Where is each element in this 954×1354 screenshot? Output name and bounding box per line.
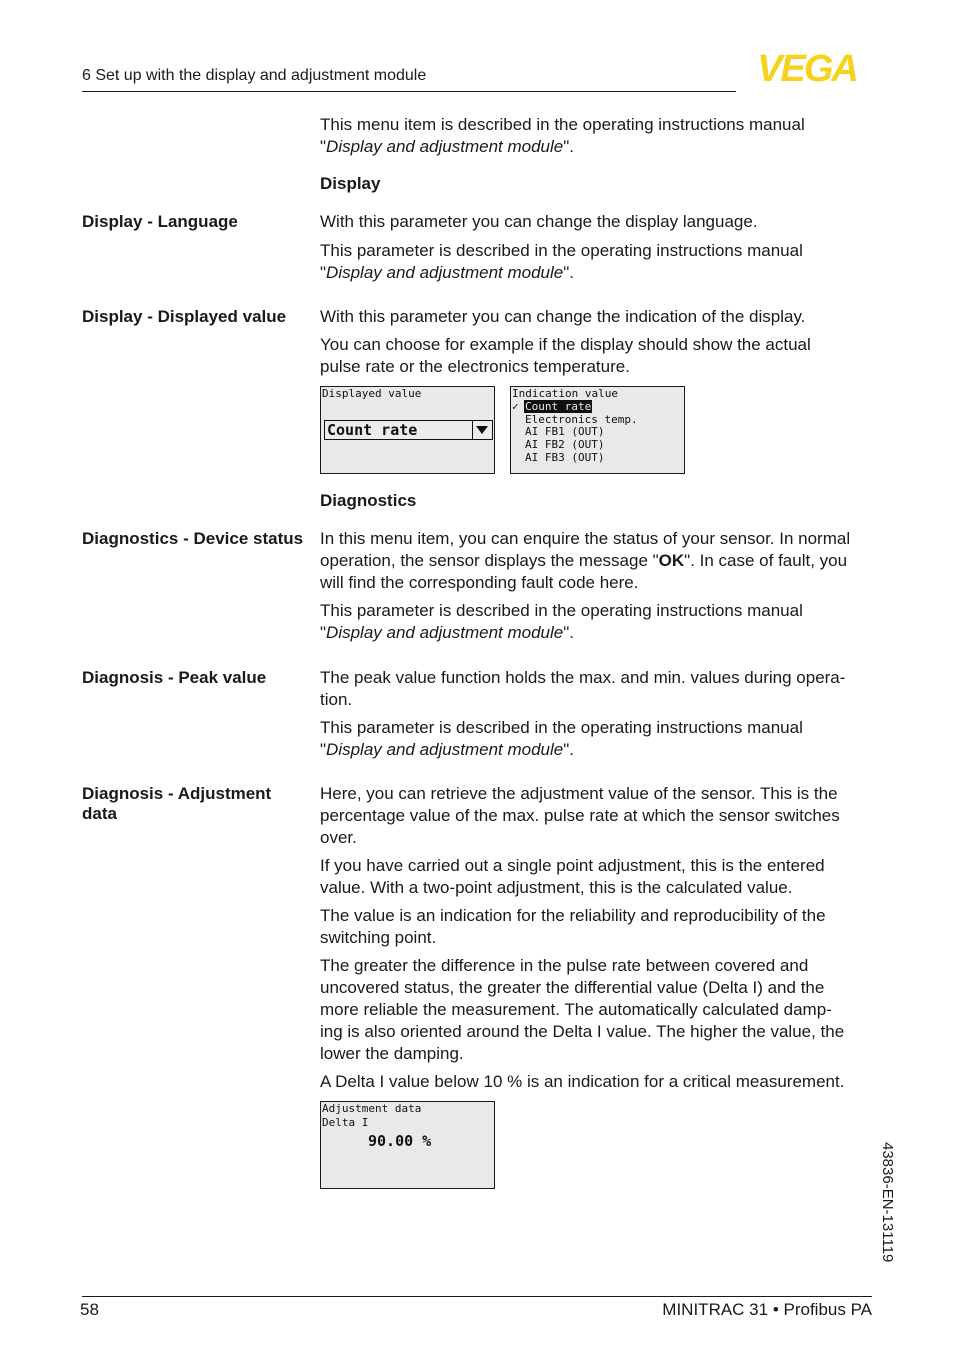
- svg-text:VEGA: VEGA: [757, 52, 857, 84]
- display-language-text: With this parameter you can change the display language.: [320, 212, 758, 231]
- displayed-value-choice-text: You can choose for example if the display should show the actual pulse rate or the electronics temperature.: [320, 335, 811, 376]
- ok-message: OK: [658, 551, 685, 570]
- peak-value-text: The peak value function holds the max. and min. values during opera- tion.: [320, 668, 846, 709]
- option-ai-fb2[interactable]: AI FB2 (OUT): [525, 438, 605, 451]
- display-displayed-value-label: Display - Displayed value: [82, 307, 287, 326]
- lcd-title: Adjustment data: [322, 1102, 422, 1115]
- page-number: 58: [80, 1300, 99, 1319]
- display-heading: Display: [320, 174, 381, 193]
- adjustment-data-p3: The value is an indication for the reliability and reproducibility of the switching point.: [320, 906, 826, 947]
- select-value: Count rate: [327, 421, 418, 439]
- adjustment-data-p5: A Delta I value below 10 % is an indication for a critical measurement.: [320, 1072, 845, 1091]
- adjustment-data-p1: Here, you can retrieve the adjustment value of the sensor. This is the percentage value of the max. pulse rate at which the sensor switches over.: [320, 784, 840, 847]
- lcd-title: Displayed value: [322, 387, 422, 400]
- manual-title: Display and adjustment module: [326, 137, 564, 156]
- option-electronics-temp[interactable]: Electronics temp.: [525, 413, 638, 426]
- option-ai-fb1[interactable]: AI FB1 (OUT): [525, 425, 605, 438]
- option-ai-fb3[interactable]: AI FB3 (OUT): [525, 451, 605, 464]
- device-status-text: In this menu item, you can enquire the status of your sensor. In normal operation, the sensor displays the message "OK". In case of fault, you will find the corresponding fault code here.: [320, 529, 851, 592]
- document-id: 43836-EN-131119: [879, 1142, 896, 1263]
- manual-reference: "Display and adjustment module".: [320, 740, 574, 759]
- lcd-adjustment-data-screen: [320, 1101, 495, 1189]
- intro-line: This menu item is described in the operating instructions manual: [320, 115, 805, 134]
- manual-reference: "Display and adjustment module".: [320, 137, 574, 156]
- dropdown-arrow-icon[interactable]: [472, 421, 492, 439]
- header-divider: [82, 91, 736, 92]
- manual-title: Display and adjustment module: [326, 740, 564, 759]
- lcd-indication-value-screen: [510, 386, 685, 474]
- display-language-label: Display - Language: [82, 212, 238, 231]
- check-icon: ✓: [512, 400, 519, 413]
- intro-paragraph: [320, 114, 880, 158]
- peak-value-label: Diagnosis - Peak value: [82, 668, 267, 687]
- manual-reference: "Display and adjustment module".: [320, 263, 574, 282]
- vega-logo: [742, 52, 872, 84]
- adjustment-data-p2: If you have carried out a single point adjustment, this is the entered value. With a two-point adjustment, this is the calculated value.: [320, 856, 825, 897]
- lcd-displayed-value-screen: [320, 386, 495, 474]
- footer-divider: [82, 1296, 872, 1297]
- adjustment-data-p4: The greater the difference in the pulse rate between covered and uncovered status, the greater the differential value (Delta I) and the more reliable the measurement. The automatically calculated damp- ing is also oriented around the Delta I value. The higher the value, the lower the damping.: [320, 956, 845, 1063]
- manual-reference: "Display and adjustment module".: [320, 623, 574, 642]
- device-status-label: Diagnostics - Device status: [82, 529, 304, 548]
- display-language-manual-ref: [320, 240, 880, 284]
- displayed-value-select[interactable]: [324, 420, 493, 440]
- peak-value-manual-ref: This parameter is described in the operating instructions manual "Display and adjustment module".: [320, 717, 880, 761]
- manual-title: Display and adjustment module: [326, 263, 564, 282]
- lcd-subtitle: Delta I: [322, 1116, 369, 1129]
- delta-i-value: 90.00 %: [368, 1132, 432, 1150]
- option-count-rate[interactable]: Count rate: [525, 400, 592, 413]
- manual-ref-line: This parameter is described in the operating instructions manual: [320, 241, 803, 260]
- footer-product: MINITRAC 31 • Profibus PA: [662, 1300, 872, 1319]
- manual-title: Display and adjustment module: [326, 623, 564, 642]
- device-status-manual-ref: This parameter is described in the operating instructions manual "Display and adjustment module".: [320, 600, 880, 644]
- lcd-title: Indication value: [512, 387, 618, 400]
- diagnostics-heading: Diagnostics: [320, 491, 417, 510]
- displayed-value-text: With this parameter you can change the indication of the display.: [320, 307, 806, 326]
- adjustment-data-label: Diagnosis - Adjustment data: [82, 784, 272, 823]
- section-header: 6 Set up with the display and adjustment module: [82, 67, 427, 84]
